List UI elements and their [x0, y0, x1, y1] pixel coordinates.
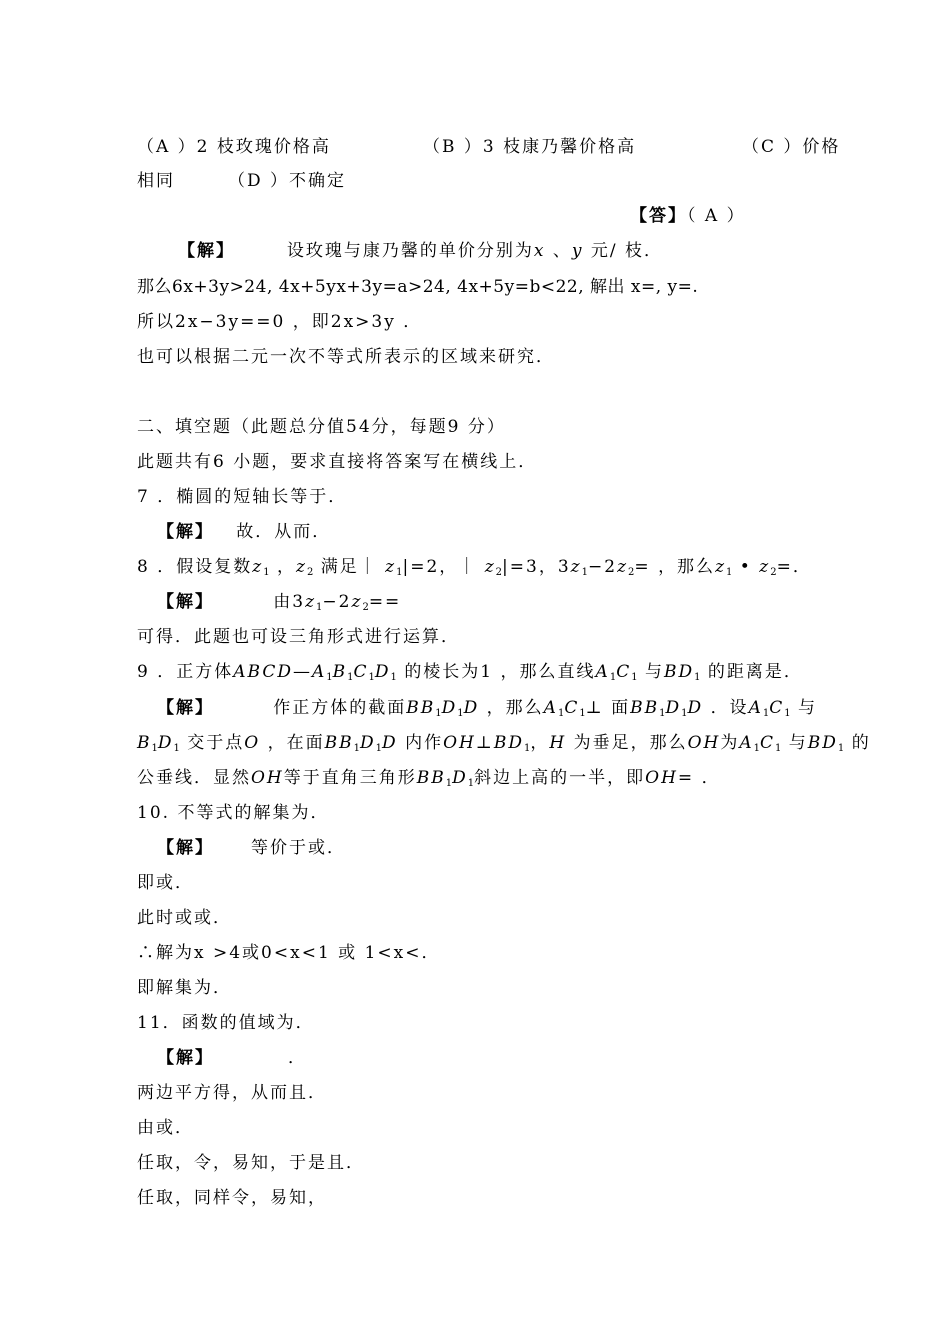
q8-text-end: ，那么 — [658, 557, 716, 577]
q9-sol2d: ， — [530, 733, 550, 753]
answer-label: 【答】 — [630, 206, 687, 226]
q6-line2: 那么6x+3y>24, 4x+5yx+3y=a>24, 4x+5y=b<22, 解出 x=, y=. — [137, 277, 699, 297]
q9-sol2h: 的 — [851, 733, 871, 753]
q9-sol2e: 为垂足，那么 — [573, 733, 688, 753]
q9-sol3a: 公垂线．显然 — [137, 768, 251, 788]
q10-sol-text: 等价于或． — [251, 838, 347, 858]
q10-solution-line — [157, 838, 346, 858]
q8-sol-pre: 由 — [273, 592, 293, 612]
q6-sol-unit: 元/ 枝． — [590, 241, 663, 261]
q7-solution-line — [157, 522, 331, 542]
q11-line2: 两边平方得，从而且． — [137, 1083, 327, 1103]
q9-sol2f: 为 — [720, 733, 740, 753]
q11-solution-line — [157, 1048, 307, 1068]
q7-question: 7 ．椭圆的短轴长等于． — [137, 487, 348, 507]
q9-sol2c: 内作 — [405, 733, 444, 753]
q6-sol-text: 设玫瑰与康乃馨的单价分别为 — [286, 241, 534, 261]
q8-line2: 可得．此题也可设三角形式进行运算． — [137, 627, 460, 647]
q6-solution-line: 【解】 设玫瑰与康乃馨的单价分别为x 、y 元/ 枝． — [178, 241, 663, 261]
q9-text-end: 的距离是． — [707, 662, 803, 682]
section-instructions: 此题共有6 小题，要求直接将答案写在横线上． — [137, 452, 538, 472]
option-c: （C ）价格 — [742, 137, 841, 157]
q11-line4: 任取，令，易知，于是且． — [137, 1153, 365, 1173]
answer-value: （ A ） — [687, 206, 746, 226]
q9-sol1e: 与 — [798, 698, 818, 718]
q9-sol1d: ．设 — [710, 698, 749, 718]
section-title: 二、填空题（此题总分值54分，每题9 分） — [137, 417, 506, 437]
q9-sol1c: ⊥ 面 — [585, 698, 631, 718]
q11-line3: 由或． — [137, 1118, 194, 1138]
q9-sol1b: ，那么 — [486, 698, 544, 718]
solution-label: 【解】 — [157, 838, 214, 858]
q9-text-and: 与 — [645, 662, 664, 682]
q9-solution-line: 【解】 作正方体的截面$BB_1D_1D$ ，那么$A_1C_1\perp$ 面$BB_1D_1D$ ．设$A_1C_1$ 与 — [157, 698, 818, 719]
q9-sol3b: 等于直角三角形 — [283, 768, 417, 788]
q11-sol-text: ． — [288, 1048, 308, 1068]
q9-sol2b: ，在面 — [267, 733, 325, 753]
option-d: （D ）不确定 — [228, 171, 347, 191]
q8-eq2: |=3， — [502, 557, 558, 577]
q8-solution-line: 【解】 由$3z_1-2z_2==$ — [157, 592, 402, 613]
q9-sol2a: 交于点 — [187, 733, 245, 753]
solution-label: 【解】 — [157, 1048, 214, 1068]
solution-label: 【解】 — [157, 592, 214, 612]
q9-line2: $B_1D_1$ 交于点O ，在面$BB_1D_1D$ 内作$OH\perp BD_1$，H 为垂足，那么OH为$A_1C_1$ 与$BD_1$ 的 — [137, 733, 871, 754]
q7-sol-text: 故．从而． — [236, 522, 332, 542]
solution-label: 【解】 — [157, 522, 214, 542]
option-c-cont: 相同 — [137, 171, 175, 191]
q8-text-mid: 满足 — [320, 557, 359, 577]
q9-line3: 公垂线．显然OH等于直角三角形$BB_1D_1$斜边上高的一半，即OH= ． — [137, 768, 721, 789]
q9-sol2g: 与 — [788, 733, 808, 753]
answer-line — [630, 206, 746, 226]
q11-line5: 任取，同样令，易知， — [137, 1188, 327, 1208]
q6-line4: 也可以根据二元一次不等式所表示的区域来研究． — [137, 347, 555, 367]
q8-eq1: |=2， — [402, 557, 459, 577]
q9-sol3c: 斜边上高的一半，即 — [474, 768, 646, 788]
q9-question: 9 ．正方体$ABCD—A_1B_1C_1D_1$ 的棱长为1 ，那么直线$A_1C_1$ 与$BD_1$ 的距离是． — [137, 662, 803, 683]
q11-question: 11．函数的值域为． — [137, 1013, 315, 1033]
q9-text-pre: 9 ．正方体 — [137, 662, 234, 682]
q10-line5: 即解集为． — [137, 978, 232, 998]
solution-label: 【解】 — [178, 241, 235, 261]
q10-line3: 此时或或． — [137, 908, 232, 928]
q6-line3: 所以2x−3y==0 ，即2x>3y ． — [137, 312, 423, 332]
solution-label: 【解】 — [157, 698, 214, 718]
q9-sol1: 作正方体的截面 — [273, 698, 407, 718]
option-b: （B ）3 枝康乃馨价格高 — [423, 137, 637, 157]
option-a: （A ）2 枝玫瑰价格高 — [137, 137, 331, 157]
q8-text-pre: 8 ．假设复数 — [137, 557, 253, 577]
q9-sol3d: = ． — [677, 768, 721, 788]
q10-question: 10. 不等式的解集为． — [137, 803, 330, 823]
q9-text-mid: 的棱长为1 ，那么直线 — [404, 662, 596, 682]
q8-question: 8 ．假设复数$z_1$ ，$z_2$ 满足｜ $z_1|=2$，｜ $z_2|=3$，$3z_1-2z_2=$ ，那么$z_1$ • $z_2=$． — [137, 557, 812, 578]
q10-line4: ∴解为x >4或0<x<1 或 1<x<． — [137, 943, 441, 963]
q10-line2: 即或． — [137, 873, 194, 893]
